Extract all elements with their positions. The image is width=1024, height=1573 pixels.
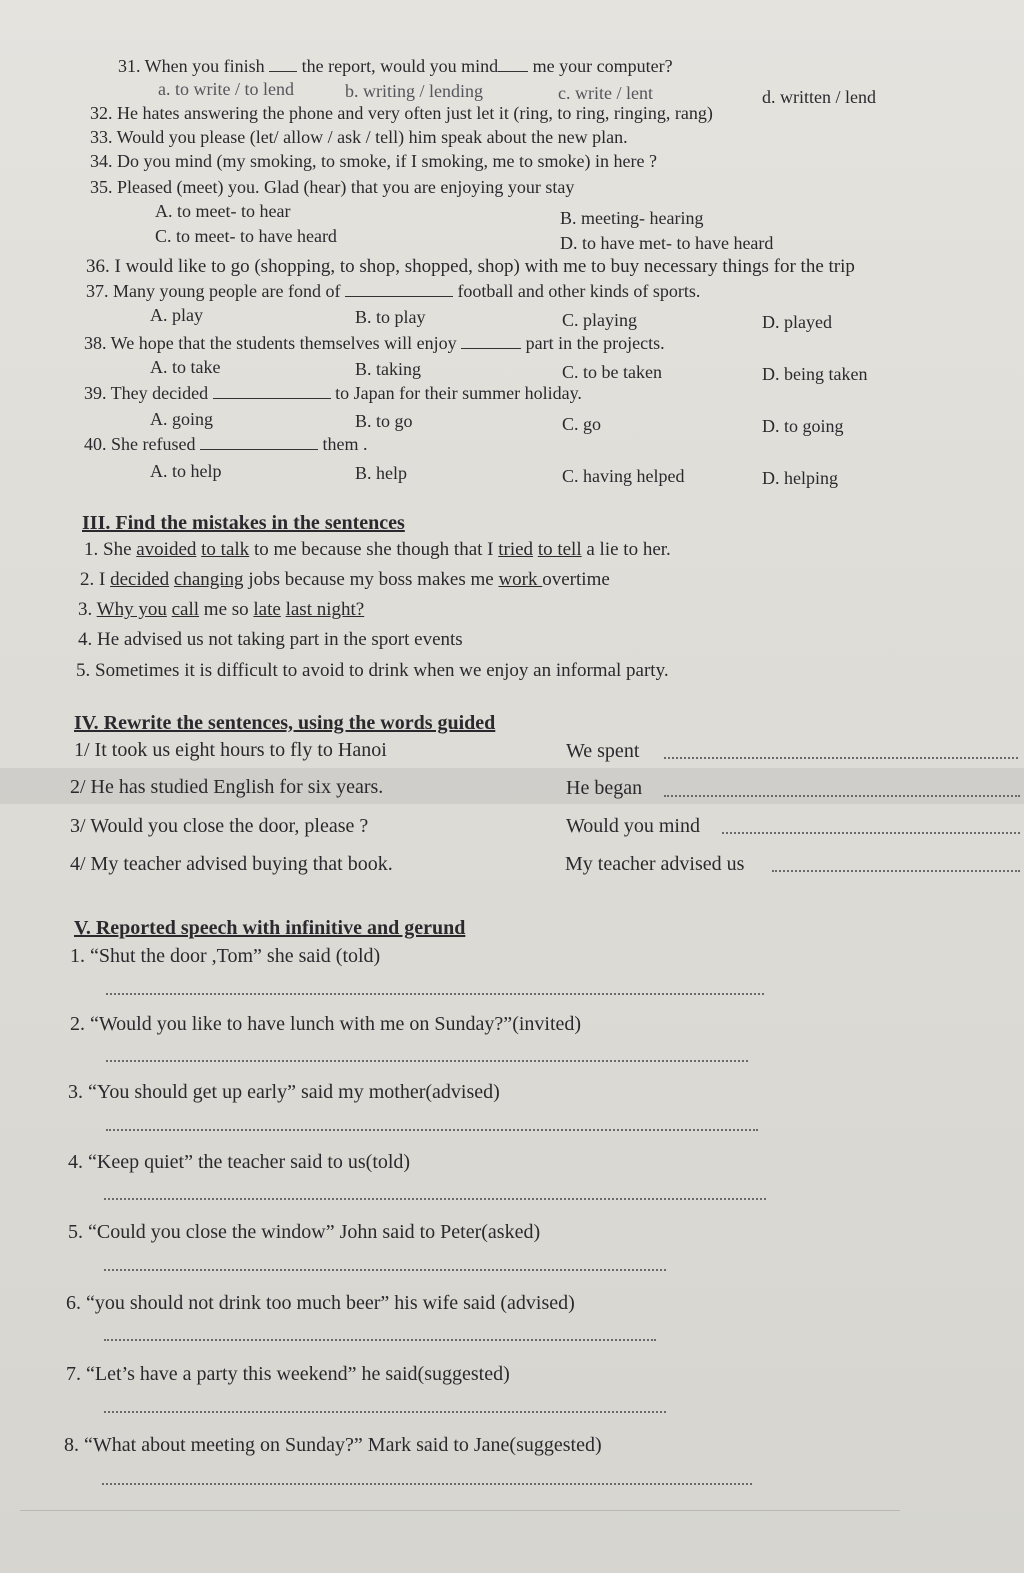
rewrite-source-1: 1/ It took us eight hours to fly to Hanoi [74, 739, 387, 761]
q40-part-b: them . [322, 434, 368, 454]
q31-option-d[interactable]: d. written / lend [762, 87, 876, 107]
rewrite-source-4: 4/ My teacher advised buying that book. [70, 853, 393, 875]
answer-blank[interactable] [213, 384, 331, 399]
underlined-word[interactable]: changing [173, 569, 244, 590]
rewrite-prompt-4: My teacher advised us [565, 853, 745, 875]
s2-text: overtime [542, 569, 610, 590]
s1-number: 1. She [84, 539, 137, 560]
question-37 [86, 280, 700, 302]
question-34: 34. Do you mind (my smoking, to smoke, if I smoking, me to smoke) in here ? [90, 151, 657, 171]
section-3-heading: III. Find the mistakes in the sentences [82, 512, 405, 534]
question-32: 32. He hates answering the phone and very often just let it (ring, to ring, ringing, rang) [90, 103, 713, 123]
q31-part-b: the report, would you mind [301, 56, 499, 76]
reported-speech-item-2: 2. “Would you like to have lunch with me on Sunday?”(invited) [70, 1013, 582, 1035]
q38-option-c[interactable]: C. to be taken [562, 362, 662, 382]
answer-line[interactable] [102, 1483, 752, 1485]
q40-option-b[interactable]: B. help [355, 463, 407, 483]
q37-option-d[interactable]: D. played [762, 312, 832, 332]
underlined-word[interactable]: call [171, 599, 200, 620]
answer-line[interactable] [104, 1339, 656, 1341]
rewrite-prompt-1: We spent [566, 740, 640, 762]
s1-text: to me because she though that I [249, 539, 499, 560]
question-35: 35. Pleased (meet) you. Glad (hear) that you are enjoying your stay [90, 177, 575, 197]
underlined-word[interactable]: last night? [285, 599, 365, 620]
answer-blank[interactable] [200, 435, 318, 450]
s1-text: a lie to her. [581, 539, 671, 560]
question-36: 36. I would like to go (shopping, to shop, shopped, shop) with me to buy necessary things for the trip [86, 256, 855, 277]
s3-number: 3. [78, 599, 97, 620]
q40-option-c[interactable]: C. having helped [562, 466, 685, 486]
section-5-heading: V. Reported speech with infinitive and gerund [74, 917, 466, 939]
q38-part-a: 38. We hope that the students themselves will enjoy [84, 333, 457, 353]
answer-line[interactable] [664, 795, 1020, 797]
rewrite-prompt-2: He began [566, 777, 643, 799]
mistake-sentence-1 [84, 539, 671, 561]
answer-line[interactable] [104, 1198, 766, 1200]
q38-option-d[interactable]: D. being taken [762, 364, 868, 384]
answer-line[interactable] [106, 1129, 758, 1131]
underlined-word[interactable]: to talk [201, 539, 250, 560]
q40-option-a[interactable]: A. to help [150, 461, 222, 481]
q39-option-c[interactable]: C. go [562, 414, 602, 434]
question-40 [84, 433, 367, 455]
s2-number: 2. I [80, 569, 111, 590]
answer-blank[interactable] [269, 57, 297, 72]
question-39 [84, 382, 582, 404]
s3-text: me so [199, 599, 254, 620]
q31-option-a[interactable]: a. to write / to lend [158, 79, 294, 99]
rewrite-source-2: 2/ He has studied English for six years. [70, 776, 384, 798]
question-38 [84, 332, 665, 354]
answer-blank[interactable] [345, 282, 453, 297]
q37-option-b[interactable]: B. to play [355, 307, 426, 327]
underlined-word[interactable]: to tell [537, 539, 582, 560]
q35-option-a[interactable]: A. to meet- to hear [155, 201, 291, 221]
reported-speech-item-7: 7. “Let’s have a party this weekend” he said(suggested) [66, 1363, 510, 1385]
mistake-sentence-5: 5. Sometimes it is difficult to avoid to drink when we enjoy an informal party. [76, 660, 669, 681]
q31-option-b[interactable]: b. writing / lending [345, 81, 483, 101]
question-31 [118, 55, 673, 77]
answer-line[interactable] [106, 993, 764, 995]
q38-part-b: part in the projects. [525, 333, 665, 353]
question-33: 33. Would you please (let/ allow / ask / tell) him speak about the new plan. [90, 127, 628, 147]
underlined-word[interactable]: decided [110, 569, 170, 590]
underlined-word[interactable]: tried [498, 539, 534, 560]
s2-text: jobs because my boss makes me [243, 569, 499, 590]
q35-option-d[interactable]: D. to have met- to have heard [560, 233, 774, 253]
answer-line[interactable] [104, 1269, 666, 1271]
q39-option-a[interactable]: A. going [150, 409, 213, 429]
answer-line[interactable] [772, 870, 1020, 872]
section-4-heading: IV. Rewrite the sentences, using the words guided [74, 712, 496, 734]
q39-part-b: to Japan for their summer holiday. [335, 383, 582, 403]
q37-part-a: 37. Many young people are fond of [86, 281, 341, 301]
answer-line[interactable] [722, 832, 1020, 834]
q38-option-b[interactable]: B. taking [355, 359, 421, 379]
q35-option-b[interactable]: B. meeting- hearing [560, 208, 704, 228]
underlined-word[interactable]: avoided [136, 539, 197, 560]
reported-speech-item-8: 8. “What about meeting on Sunday?” Mark said to Jane(suggested) [64, 1434, 602, 1456]
mistake-sentence-3 [78, 599, 364, 621]
q37-option-c[interactable]: C. playing [562, 310, 637, 330]
q31-part-a: 31. When you finish [118, 56, 265, 76]
q39-option-d[interactable]: D. to going [762, 416, 844, 436]
reported-speech-item-6: 6. “you should not drink too much beer” his wife said (advised) [66, 1292, 575, 1314]
answer-blank[interactable] [461, 334, 521, 349]
underlined-word[interactable]: late [253, 599, 281, 620]
underlined-word[interactable]: work [498, 569, 543, 590]
answer-line[interactable] [104, 1411, 666, 1413]
q31-option-c[interactable]: c. write / lent [558, 83, 653, 103]
underlined-word[interactable]: Why you [96, 599, 167, 620]
mistake-sentence-4: 4. He advised us not taking part in the sport events [78, 629, 463, 650]
q31-part-c: me your computer? [532, 56, 673, 76]
q40-option-d[interactable]: D. helping [762, 468, 838, 488]
q38-option-a[interactable]: A. to take [150, 357, 221, 377]
rewrite-prompt-3: Would you mind [566, 815, 700, 837]
page-edge-line [20, 1510, 900, 1511]
q37-option-a[interactable]: A. play [150, 305, 203, 325]
q35-option-c[interactable]: C. to meet- to have heard [155, 226, 337, 246]
q39-option-b[interactable]: B. to go [355, 411, 413, 431]
q40-part-a: 40. She refused [84, 434, 196, 454]
reported-speech-item-1: 1. “Shut the door ,Tom” she said (told) [70, 945, 381, 967]
reported-speech-item-5: 5. “Could you close the window” John said to Peter(asked) [68, 1221, 541, 1243]
rewrite-source-3: 3/ Would you close the door, please ? [70, 815, 369, 837]
reported-speech-item-3: 3. “You should get up early” said my mother(advised) [68, 1081, 500, 1103]
q39-part-a: 39. They decided [84, 383, 209, 403]
answer-line[interactable] [664, 757, 1018, 759]
answer-blank[interactable] [498, 57, 528, 72]
answer-line[interactable] [106, 1060, 748, 1062]
mistake-sentence-2 [80, 569, 610, 591]
q37-part-b: football and other kinds of sports. [457, 281, 701, 301]
reported-speech-item-4: 4. “Keep quiet” the teacher said to us(told) [68, 1151, 411, 1173]
